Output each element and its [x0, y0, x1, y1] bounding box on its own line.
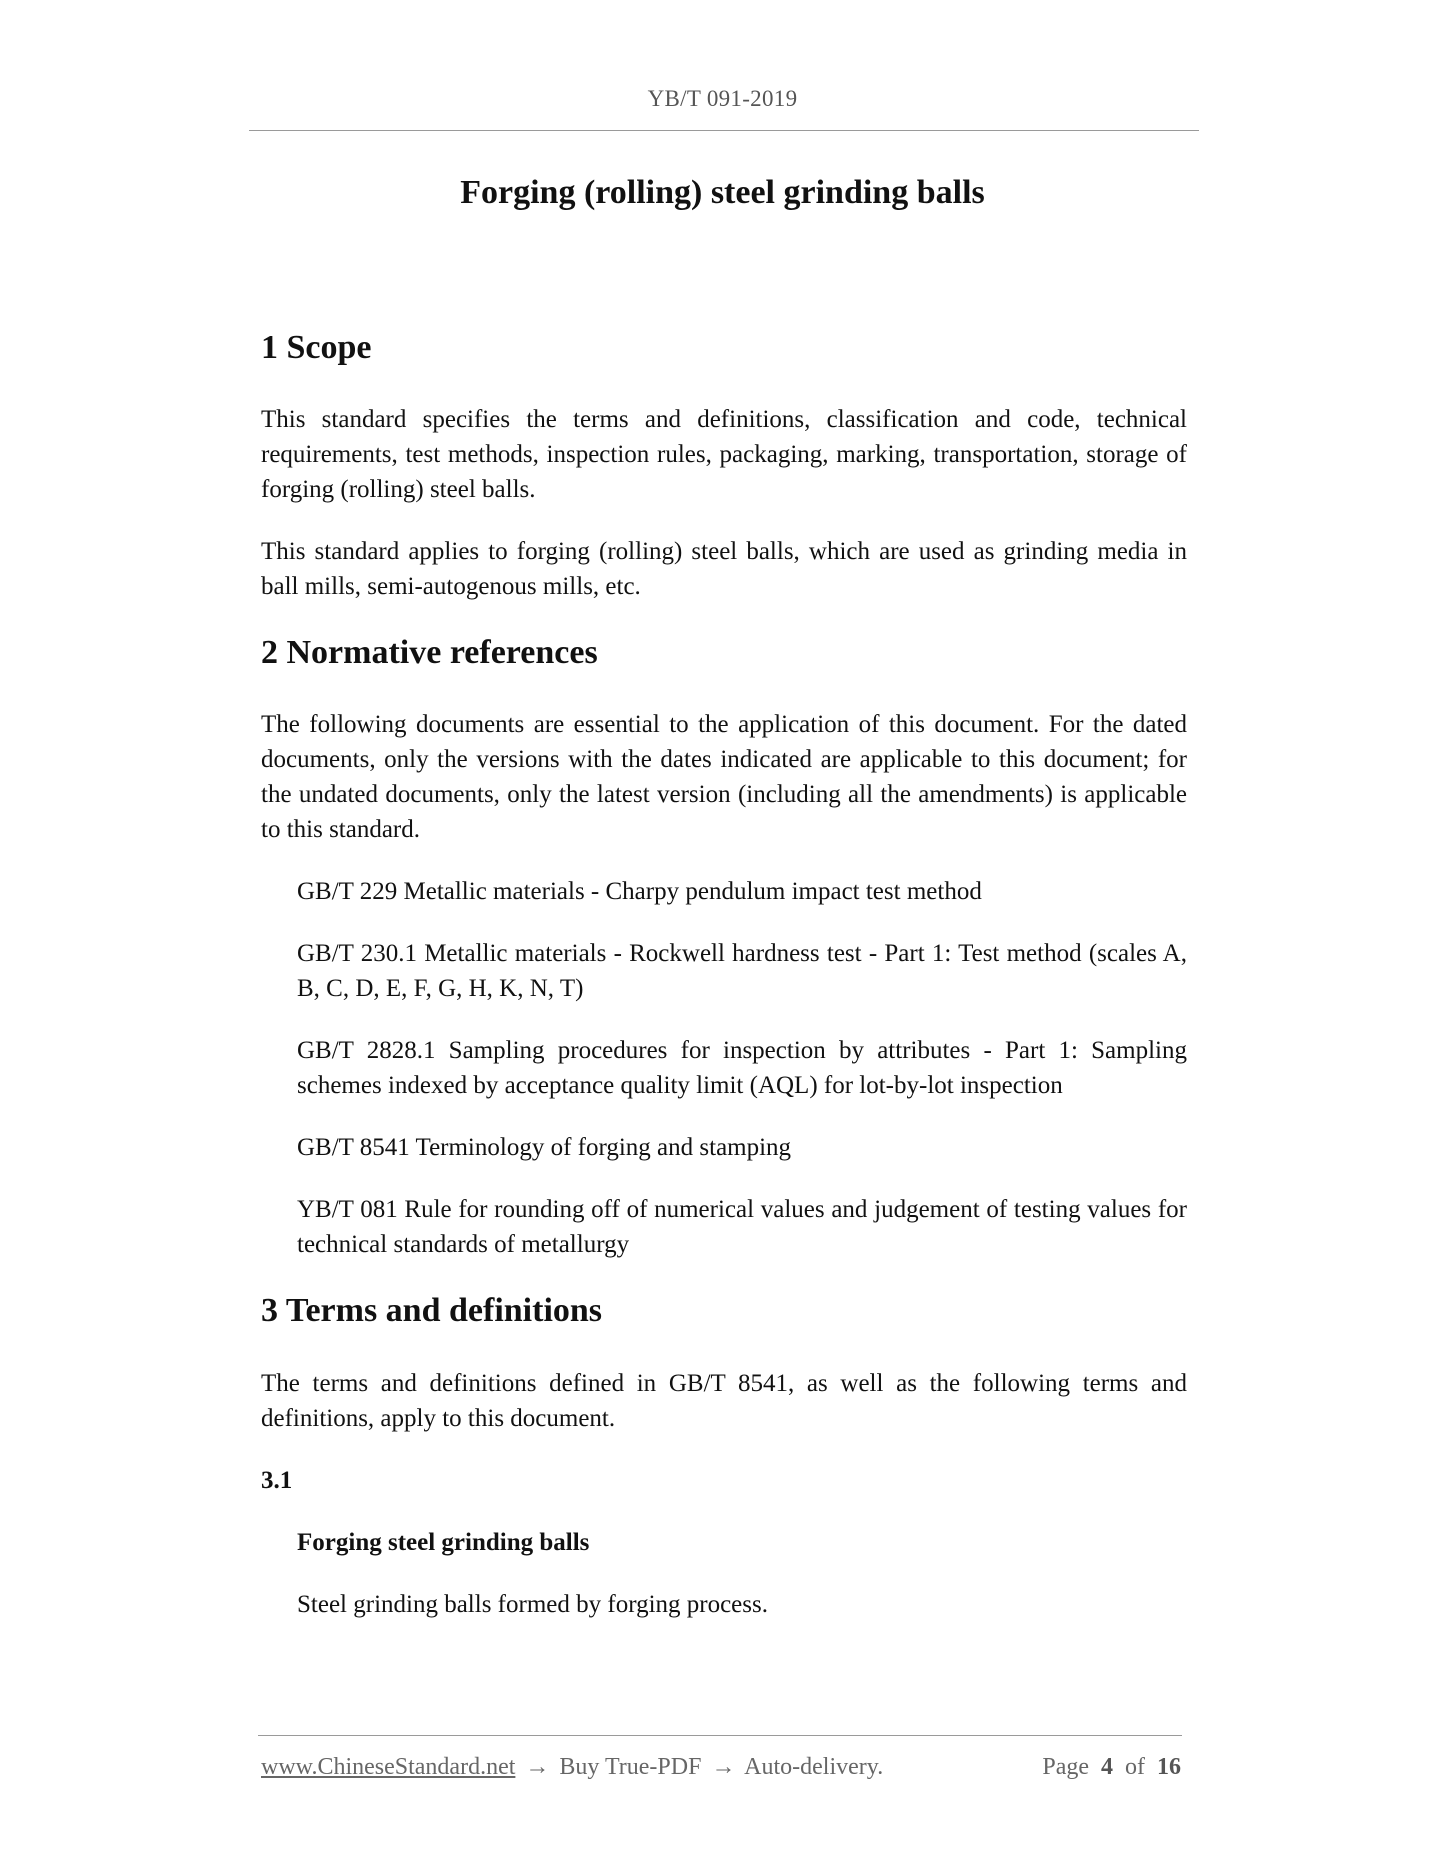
buy-pdf-text: Buy True-PDF: [559, 1754, 702, 1780]
arrow-right-icon: →: [711, 1754, 736, 1780]
reference-item: GB/T 230.1 Metallic materials - Rockwell hardness test - Part 1: Test method (scales A, B, C, D, E, F, G, H, K, N, T): [297, 940, 1187, 1003]
document-body: [261, 326, 1187, 1649]
section-heading-normative-references: 2 Normative references: [261, 634, 598, 672]
footer-divider: [258, 1735, 1182, 1736]
reference-item: GB/T 2828.1 Sampling procedures for inspection by attributes - Part 1: Sampling schemes indexed by acceptance quality limit (AQL) for lot-by-lot inspection: [297, 1037, 1187, 1100]
terms-intro-paragraph: The terms and definitions defined in GB/T 8541, as well as the following terms and definitions, apply to this document.: [261, 1369, 1187, 1432]
term-name: Forging steel grinding balls: [297, 1528, 590, 1556]
document-title: Forging (rolling) steel grinding balls: [460, 174, 985, 211]
scope-paragraph-2: This standard applies to forging (rolling) steel balls, which are used as grinding media in ball mills, semi-autogenous mills, etc.: [261, 538, 1187, 601]
document-code-header: YB/T 091-2019: [647, 86, 798, 111]
term-definition: Steel grinding balls formed by forging process.: [297, 1590, 768, 1618]
page-footer: [261, 1754, 1181, 1781]
arrow-right-icon: →: [525, 1754, 550, 1780]
normative-intro-paragraph: The following documents are essential to the application of this document. For the dated documents, only the versions with the dates indicated are applicable to this document; for the undated documents, only the latest version (including all the amendments) is applicable to this standard.: [261, 711, 1187, 844]
auto-delivery-text: Auto-delivery.: [744, 1754, 884, 1780]
header-divider: [249, 130, 1199, 131]
scope-paragraph-1: This standard specifies the terms and definitions, classification and code, technical requirements, test methods, inspection rules, packaging, marking, transportation, storage of forging (rolling) steel balls.: [261, 406, 1187, 504]
reference-item: YB/T 081 Rule for rounding off of numerical values and judgement of testing values for technical standards of metallurgy: [297, 1196, 1187, 1259]
footer-left: [261, 1754, 883, 1781]
reference-item: GB/T 8541 Terminology of forging and stamping: [297, 1134, 792, 1162]
page-of-label: of: [1125, 1754, 1145, 1780]
page-current: 4: [1101, 1754, 1113, 1780]
clause-number: 3.1: [261, 1466, 293, 1494]
reference-item: GB/T 229 Metallic materials - Charpy pendulum impact test method: [297, 878, 982, 906]
website-link[interactable]: www.ChineseStandard.net: [261, 1754, 516, 1780]
page-number: [1042, 1754, 1181, 1781]
section-heading-scope: 1 Scope: [261, 329, 372, 366]
section-heading-terms-definitions: 3 Terms and definitions: [261, 1292, 603, 1330]
page-label: Page: [1042, 1754, 1089, 1780]
page-total: 16: [1157, 1754, 1181, 1780]
